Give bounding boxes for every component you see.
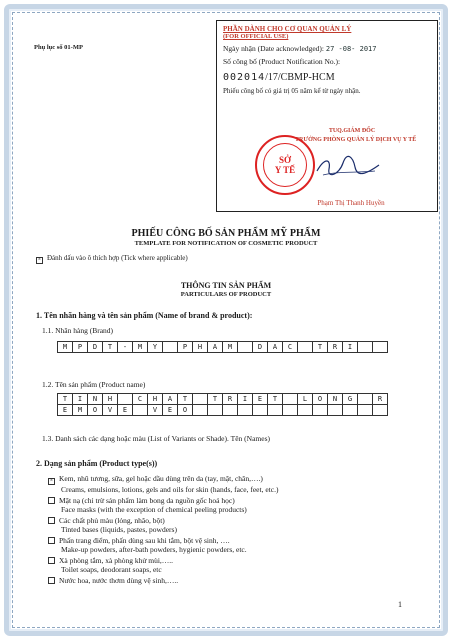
section-1-title: 1. Tên nhãn hàng và tên sản phẩm (Name of brand & product): — [36, 311, 253, 320]
product-type-vn: Nước hoa, nước thơm dùng vệ sinh,….. — [59, 575, 179, 585]
notification-number-suffix: /17/CBMP-HCM — [265, 72, 335, 83]
product-type-vn: Các chất phủ màu (lỏng, nhão, bột) — [59, 515, 165, 525]
brand-letter-cell: A — [267, 341, 283, 353]
product-letter-cell: T — [207, 393, 223, 405]
product-letter-cell: O — [87, 404, 103, 416]
product-name-label: 1.2. Tên sản phẩm (Product name) — [42, 380, 146, 389]
product-type-list — [48, 474, 388, 585]
product-letter-cell: O — [177, 404, 193, 416]
form-subtitle: TEMPLATE FOR NOTIFICATION OF COSMETIC PRODUCT — [134, 240, 318, 247]
product-letter-cell — [372, 404, 388, 416]
brand-letter-cell: H — [192, 341, 208, 353]
product-letter-cell: N — [327, 393, 343, 405]
brand-letter-cell: I — [342, 341, 358, 353]
product-type-checkbox[interactable] — [48, 517, 55, 524]
product-letter-cell: R — [222, 393, 238, 405]
brand-letter-cell — [162, 341, 178, 353]
product-type-vn: Xà phòng tắm, xà phòng khử mùi,….. — [59, 555, 174, 565]
product-type-en: Face masks (with the exception of chemical peeling products) — [61, 505, 247, 514]
product-letter-cell: L — [297, 393, 313, 405]
validity-note: Phiếu công bố có giá trị 05 năm kể từ ngày nhận. — [223, 87, 361, 95]
product-type-item — [48, 556, 388, 575]
product-letter-cell: N — [87, 393, 103, 405]
product-letter-cell — [132, 404, 148, 416]
product-letter-cell: I — [237, 393, 253, 405]
page-number: 1 — [398, 600, 402, 609]
product-letter-cell: H — [102, 393, 118, 405]
product-letter-cell: O — [312, 393, 328, 405]
product-letter-cell: A — [162, 393, 178, 405]
product-letter-cell: T — [57, 393, 73, 405]
product-letter-cell: H — [147, 393, 163, 405]
notification-number-label: Số công bố (Product Notification No.): — [223, 57, 341, 66]
brand-letter-cell: C — [282, 341, 298, 353]
brand-letter-cell: D — [252, 341, 268, 353]
product-letter-cell — [357, 404, 373, 416]
official-subtitle: (FOR OFFICIAL USE) — [223, 33, 289, 40]
brand-letter-cell: R — [327, 341, 343, 353]
product-type-checkbox[interactable] — [48, 537, 55, 544]
product-letter-cell: E — [252, 393, 268, 405]
form-title: PHIẾU CÔNG BỐ SẢN PHẨM MỸ PHẨM — [131, 228, 321, 239]
signature-image — [313, 153, 383, 179]
brand-letter-cell: T — [102, 341, 118, 353]
product-name-grid — [58, 394, 388, 416]
product-type-vn: Phấn trang điểm, phấn dùng sau khi tắm, bột vệ sinh, …. — [59, 535, 230, 545]
brand-letter-cell — [297, 341, 313, 353]
variants-label: 1.3. Danh sách các dạng hoặc màu (List of Variants or Shade). Tên (Names) — [42, 434, 270, 443]
brand-label: 1.1. Nhãn hàng (Brand) — [42, 326, 114, 335]
brand-letter-cell: - — [117, 341, 133, 353]
brand-letter-cell: T — [312, 341, 328, 353]
product-type-checkbox[interactable]: × — [49, 478, 54, 484]
product-letter-cell: C — [132, 393, 148, 405]
product-type-en: Creams, emulsions, lotions, gels and oils for skin (hands, face, feet, etc.) — [61, 485, 279, 494]
product-letter-cell — [192, 404, 208, 416]
product-letter-cell: E — [117, 404, 133, 416]
official-seal — [255, 135, 315, 195]
date-label: Ngày nhận (Date acknowledged): — [223, 44, 325, 53]
brand-letter-cell: Y — [147, 341, 163, 353]
product-letter-cell: V — [102, 404, 118, 416]
product-letter-cell — [342, 404, 358, 416]
date-value: 27 -08- 2017 — [325, 45, 377, 53]
product-letter-cell — [327, 404, 343, 416]
product-letter-cell: T — [177, 393, 193, 405]
signer-title: TUQ.GIÁM ĐỐC — [328, 128, 376, 134]
brand-letter-cell: M — [132, 341, 148, 353]
product-type-item — [48, 496, 388, 515]
product-type-vn: Kem, nhũ tương, sữa, gel hoặc dầu dùng trên da (tay, mặt, chân,….) — [59, 474, 263, 483]
tick-note — [36, 254, 188, 264]
brand-letter-cell: A — [207, 341, 223, 353]
signer-name: Phạm Thị Thanh Huyền — [317, 199, 385, 207]
product-letter-cell — [312, 404, 328, 416]
date-acknowledged-row — [223, 44, 431, 53]
tick-note-text: Đánh dấu vào ô thích hợp (Tick where applicable) — [47, 254, 188, 262]
product-letter-cell: I — [72, 393, 88, 405]
product-letter-cell: E — [57, 404, 73, 416]
product-letter-cell: R — [372, 393, 388, 405]
product-letter-cell — [252, 404, 268, 416]
official-use-box — [216, 20, 438, 212]
signer-unit: TRƯỞNG PHÒNG QUẢN LÝ DỊCH VỤ Y TẾ — [295, 137, 417, 143]
appendix-label: Phụ lục số 01-MP — [34, 44, 83, 51]
notification-number-value: 002014 — [223, 72, 266, 83]
product-letter-cell: V — [147, 404, 163, 416]
product-letter-cell: T — [267, 393, 283, 405]
product-letter-cell: G — [342, 393, 358, 405]
section-2-title: 2. Dạng sản phẩm (Product type(s)) — [36, 459, 158, 468]
product-type-item — [48, 536, 388, 555]
product-type-vn: Mặt nạ (chỉ trừ sản phẩm làm bong da nguồn gốc hoá học) — [59, 495, 235, 505]
brand-letter-cell — [372, 341, 388, 353]
product-letter-cell: E — [162, 404, 178, 416]
particulars-subtitle: PARTICULARS OF PRODUCT — [180, 291, 272, 298]
product-type-checkbox[interactable] — [48, 557, 55, 564]
brand-letter-cell: M — [57, 341, 73, 353]
product-letter-cell — [267, 404, 283, 416]
tick-note-checkbox: × — [37, 257, 42, 263]
brand-letter-cell: M — [222, 341, 238, 353]
brand-letter-cell: P — [177, 341, 193, 353]
brand-letter-cell — [237, 341, 253, 353]
notification-number-row — [223, 72, 431, 83]
product-type-item — [48, 516, 388, 535]
product-type-en: Tinted bases (liquids, pastes, powders) — [61, 525, 177, 534]
particulars-title: THÔNG TIN SẢN PHẨM — [180, 281, 272, 290]
product-type-checkbox[interactable] — [48, 497, 55, 504]
product-type-checkbox[interactable] — [48, 577, 55, 584]
product-letter-cell — [282, 404, 298, 416]
brand-letter-cell: D — [87, 341, 103, 353]
seal-text-bottom: Y TẾ — [274, 165, 296, 175]
product-letter-cell — [297, 404, 313, 416]
brand-letter-cell — [357, 341, 373, 353]
product-type-en: Toilet soaps, deodorant soaps, etc — [61, 565, 162, 574]
product-letter-cell — [207, 404, 223, 416]
brand-grid — [58, 342, 388, 353]
product-type-item — [48, 474, 388, 495]
product-letter-cell — [237, 404, 253, 416]
brand-letter-cell: P — [72, 341, 88, 353]
product-letter-cell: M — [72, 404, 88, 416]
official-title: PHẦN DÀNH CHO CƠ QUAN QUẢN LÝ — [223, 25, 352, 33]
product-type-en: Make-up powders, after-bath powders, hygienic powders, etc. — [61, 545, 247, 554]
seal-text-top: SỞ — [278, 155, 291, 165]
product-type-item — [48, 576, 388, 586]
product-letter-cell — [222, 404, 238, 416]
